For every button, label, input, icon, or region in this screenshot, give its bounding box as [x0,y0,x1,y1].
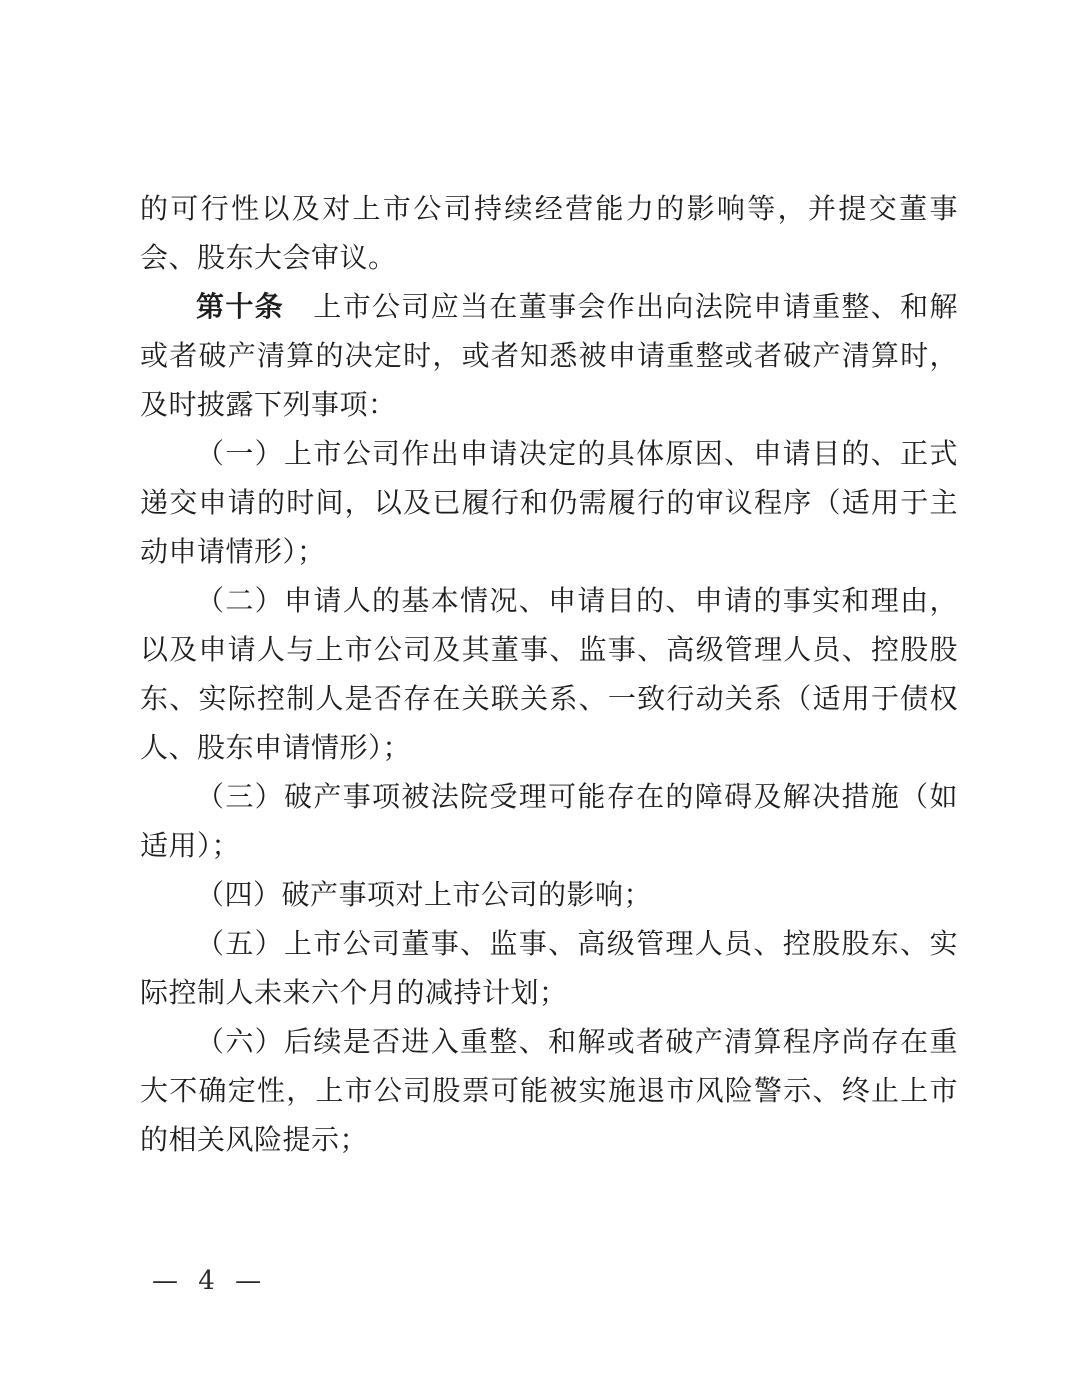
paragraph-text: 上市公司应当在董事会作出向法院申请重整、和解或者破产清算的决定时，或者知悉被申请重整或者破产清算时，及时披露下列事项： [140,290,958,421]
paragraph-item-6 [140,1017,958,1164]
document-body [140,184,958,1164]
paragraph-text: （四）破产事项对上市公司的影响； [196,878,653,911]
paragraph-article-10 [140,282,958,429]
paragraph-continuation [140,184,958,282]
article-number-label: 第十条 [196,290,285,323]
paragraph-item-4 [140,870,958,919]
paragraph-item-3 [140,772,958,870]
paragraph-text: （六）后续是否进入重整、和解或者破产清算程序尚存在重大不确定性，上市公司股票可能被实施退市风险警示、终止上市的相关风险提示； [140,1025,958,1156]
page-number: — 4 — [152,1266,268,1296]
paragraph-item-2 [140,576,958,772]
paragraph-text: （二）申请人的基本情况、申请目的、申请的事实和理由，以及申请人与上市公司及其董事、监事、高级管理人员、控股股东、实际控制人是否存在关联关系、一致行动关系（适用于债权人、股东申请情形）； [140,584,958,764]
paragraph-text: （一）上市公司作出申请决定的具体原因、申请目的、正式递交申请的时间，以及已履行和仍需履行的审议程序（适用于主动申请情形）； [140,437,958,568]
paragraph-text: （五）上市公司董事、监事、高级管理人员、控股股东、实际控制人未来六个月的减持计划； [140,927,958,1009]
paragraph-text: （三）破产事项被法院受理可能存在的障碍及解决措施（如适用）； [140,780,958,862]
paragraph-item-1 [140,429,958,576]
paragraph-item-5 [140,919,958,1017]
paragraph-text: 的可行性以及对上市公司持续经营能力的影响等，并提交董事会、股东大会审议。 [140,192,958,274]
